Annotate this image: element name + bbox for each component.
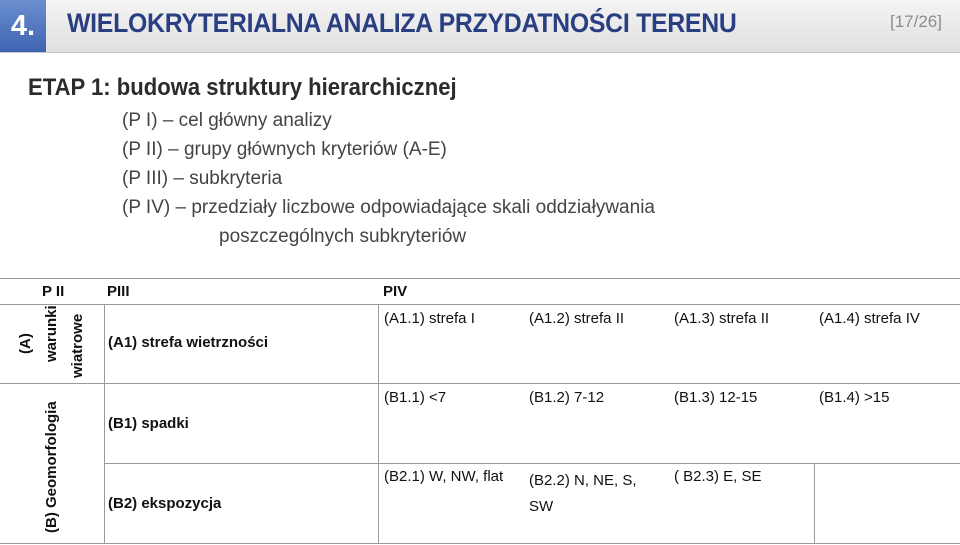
slide-title: WIELOKRYTERIALNA ANALIZA PRZYDATNOŚCI TERENU [67, 8, 737, 38]
interval-b2-1: (B2.1) W, NW, flat [384, 468, 504, 485]
level-p2: (P II) – grupy głównych kryteriów (A-E) [122, 139, 447, 160]
level-p4-continued: poszczególnych subkryteriów [219, 226, 467, 247]
subcriterion-a1: (A1) strefa wietrzności [108, 334, 269, 351]
page-indicator: [17/26] [890, 12, 942, 31]
interval-a1-2: (A1.2) strefa II [529, 310, 625, 327]
group-b-label: (B) Geomorfologia [43, 401, 60, 533]
interval-b1-4: (B1.4) >15 [819, 389, 890, 406]
level-p1: (P I) – cel główny analizy [122, 110, 332, 131]
table-bottom-line [0, 543, 960, 544]
interval-a1-3: (A1.3) strefa II [674, 310, 770, 327]
subcriterion-b2: (B2) ekspozycja [108, 495, 222, 512]
table-header-line [0, 304, 960, 305]
table-row-line-1 [0, 383, 960, 384]
stage-title: ETAP 1: budowa struktury hierarchicznej [28, 74, 457, 101]
header-p4: PIV [383, 283, 408, 300]
table-col-line-3 [814, 463, 815, 544]
subcriterion-b1: (B1) spadki [108, 415, 189, 432]
interval-a1-4: (A1.4) strefa IV [819, 310, 920, 327]
slide-header [0, 0, 960, 53]
interval-b1-3: (B1.3) 12-15 [674, 389, 758, 406]
group-a-name-line1: warunki [43, 305, 60, 362]
table-top-line [0, 278, 960, 279]
interval-b2-3: ( B2.3) E, SE [674, 468, 762, 485]
interval-b2-2: (B2.2) N, NE, S, SW [529, 472, 637, 515]
hierarchy-table [0, 278, 960, 545]
level-p3: (P III) – subkryteria [122, 168, 283, 189]
interval-a1-1: (A1.1) strefa I [384, 310, 475, 327]
group-a-code: (A) [17, 333, 34, 354]
interval-b1-2: (B1.2) 7-12 [529, 389, 605, 406]
group-a-name-line2: wiatrowe [69, 313, 86, 378]
table-col-line-2 [378, 304, 379, 544]
section-number: 4. [0, 0, 46, 52]
table-col-line-1 [104, 304, 105, 544]
header-p2: P II [42, 283, 65, 300]
level-p4: (P IV) – przedziały liczbowe odpowiadające skali oddziaływania [122, 197, 655, 218]
header-p3: PIII [107, 283, 130, 300]
interval-b1-1: (B1.1) <7 [384, 389, 447, 406]
table-row-line-2 [104, 463, 960, 464]
